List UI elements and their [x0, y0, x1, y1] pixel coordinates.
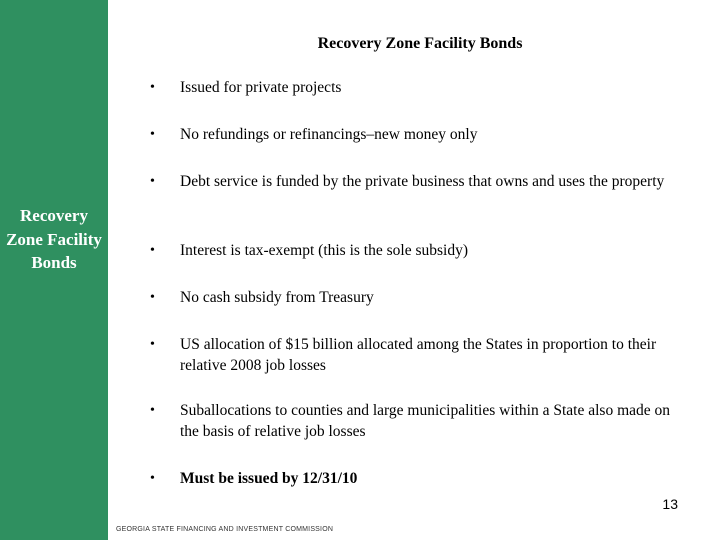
bullet-text: US allocation of $15 billion allocated among the States in proportion to their relative 2008 job losses — [180, 336, 657, 374]
bullet-icon: • — [150, 174, 155, 189]
sidebar-title: Recovery Zone Facility Bonds — [6, 206, 102, 272]
bullet-icon: • — [150, 471, 155, 486]
bullet-text: Issued for private projects — [180, 79, 342, 96]
bullet-icon: • — [150, 337, 155, 352]
slide-title: Recovery Zone Facility Bonds — [317, 35, 523, 52]
bullet-icon: • — [150, 403, 155, 418]
bullet-text: No cash subsidy from Treasury — [180, 289, 374, 306]
page-number: 13 — [662, 496, 678, 512]
bullet-text: Suballocations to counties and large municipalities within a State also made on the basis of relative job losses — [180, 402, 671, 440]
bullet-icon: • — [150, 290, 155, 305]
bullet-text: Debt service is funded by the private business that owns and uses the property — [180, 173, 665, 190]
sidebar-panel — [0, 0, 108, 540]
bullet-text: Interest is tax-exempt (this is the sole subsidy) — [180, 242, 468, 259]
bullet-icon: • — [150, 127, 155, 142]
bullet-icon: • — [150, 243, 155, 258]
bullet-text: No refundings or refinancings–new money only — [180, 126, 478, 143]
footer-organization: GEORGIA STATE FINANCING AND INVESTMENT COMMISSION — [116, 526, 334, 533]
bullet-icon: • — [150, 80, 155, 95]
bullet-text: Must be issued by 12/31/10 — [180, 470, 358, 487]
